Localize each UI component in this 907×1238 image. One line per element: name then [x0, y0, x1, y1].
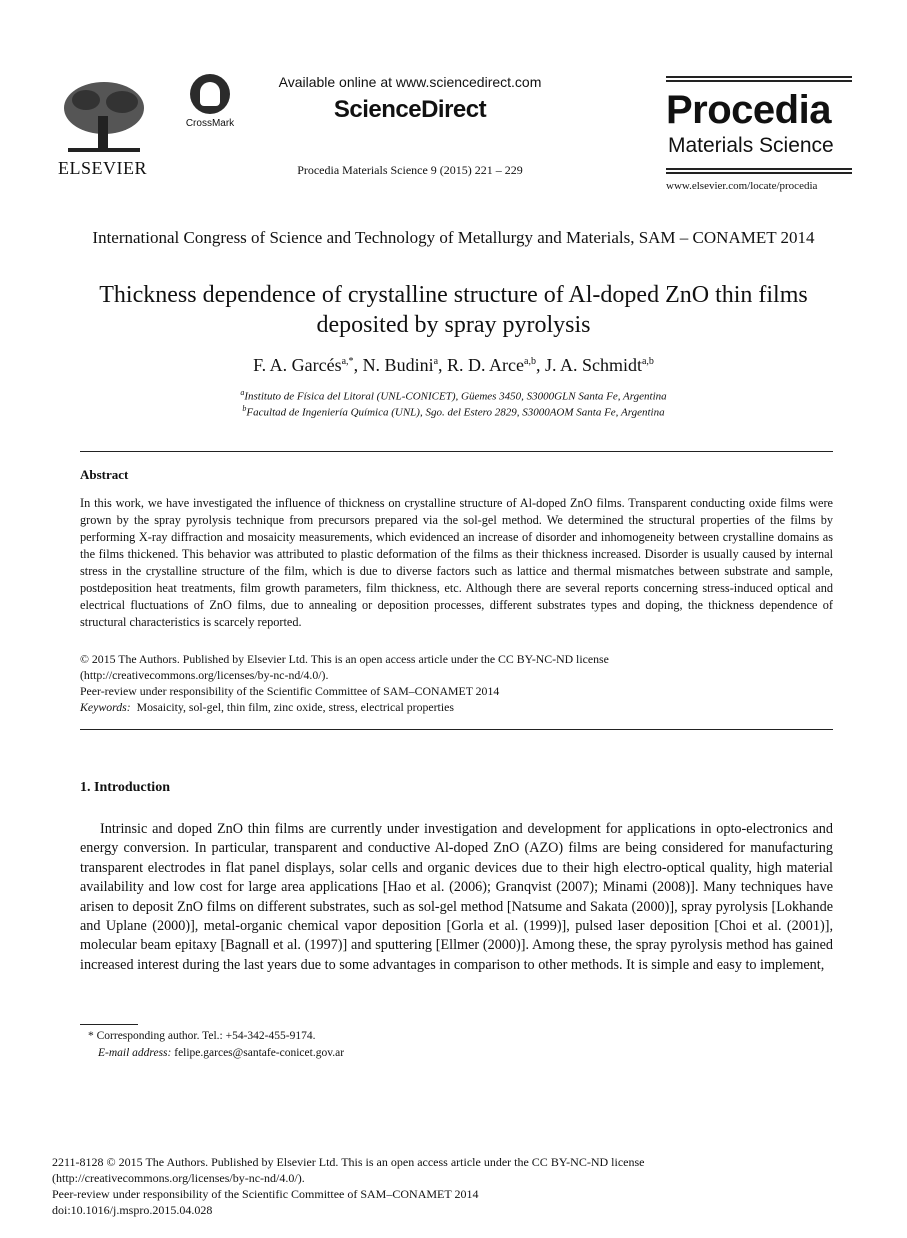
peer-review-line: Peer-review under responsibility of the Scientific Committee of SAM–CONAMET 2014	[80, 684, 500, 698]
email-line	[98, 1045, 798, 1061]
license-link[interactable]: (http://creativecommons.org/licenses/by-nc-nd/4.0/).	[80, 668, 329, 682]
footer-license-link[interactable]: (http://creativecommons.org/licenses/by-nc-nd/4.0/).	[52, 1171, 305, 1185]
affiliation-text: Instituto de Física del Litoral (UNL-CONICET), Güemes 3450, S3000GLN Santa Fe, Argentina	[244, 390, 667, 403]
elsevier-tree-icon	[56, 76, 152, 156]
keywords-label: Keywords:	[80, 700, 131, 714]
paper-title: Thickness dependence of crystalline structure of Al-doped ZnO thin films deposited by spray pyrolysis	[99, 282, 808, 338]
author-name: N. Budini	[362, 355, 434, 375]
author-name: R. D. Arce	[447, 355, 525, 375]
elsevier-logo	[56, 76, 152, 176]
keywords	[80, 699, 833, 715]
introduction-text: Intrinsic and doped ZnO thin films are currently under investigation and development for applications in opto-electronics and energy conversion. In particular, transparent and conductive Al-doped ZnO (AZO) films are being considered for manufacturing transparent electrodes in flat panel displays, solar cells and organic devices due to their high electro-optical quality, high material availability and low cost for large area applications [Hao et al. (2006); Granqvist (2007); Minami (2008)]. Many techniques have arisen to deposit ZnO films on different substrates, such as sol-gel method [Natsume and Sakata (2000)], spray pyrolysis [Lokhande and Uplane (2000)], metal-organic chemical vapor deposition [Gorla et al. (1999)], pulsed laser deposition [Choi et al. (2001)], molecular beam epitaxy [Bagnall et al. (1997)] and sputtering [Ellmer (2000)]. Among these, the spray pyrolysis method has gained increased interest during the last years due to some advantages in comparison to other methods. It is simple and easy to implement,	[80, 821, 833, 973]
divider	[666, 76, 852, 78]
divider	[666, 80, 852, 82]
abstract-heading: Abstract	[80, 467, 129, 482]
divider	[666, 172, 852, 174]
elsevier-wordmark: ELSEVIER	[58, 158, 147, 178]
divider	[80, 729, 833, 730]
footer-peer-review: Peer-review under responsibility of the Scientific Committee of SAM–CONAMET 2014	[52, 1187, 479, 1201]
corresponding-author: * Corresponding author. Tel.: +54-342-455-9174.	[88, 1030, 316, 1042]
affiliation-mark: b	[242, 404, 247, 413]
procedia-url[interactable]: www.elsevier.com/locate/procedia	[666, 180, 818, 192]
footnote-divider	[80, 1024, 138, 1025]
author-list: F. A. Garcés$^{a,*}$, N. Budini$^a$, R. D. Arce$^{a,b}$, J. A. Schmidt$^{a,b}$	[253, 355, 654, 375]
available-online: Available online at www.sciencedirect.com	[278, 74, 542, 90]
author-affiliation-mark: a	[433, 356, 439, 367]
keywords-list: Mosaicity, sol-gel, thin film, zinc oxide, stress, electrical properties	[136, 700, 454, 714]
crossmark-label: CrossMark	[185, 118, 235, 129]
affiliation-b	[60, 404, 847, 419]
divider	[80, 451, 833, 452]
affiliation-a	[60, 388, 847, 403]
affiliation-mark: a	[240, 388, 245, 397]
author-affiliation-mark: a,*	[341, 356, 354, 367]
affiliation-text: Facultad de Ingeniería Química (UNL), Sgo. del Estero 2829, S3000AOM Santa Fe, Argentina	[246, 406, 665, 419]
procedia-logo	[666, 76, 852, 194]
author-affiliation-mark: a,b	[524, 356, 536, 367]
abstract-text: In this work, we have investigated the influence of thickness on crystalline structure of Al-doped ZnO films. Transparent conducting oxide films were grown by the spray pyrolysis technique from precursors prepared via the sol-gel method. We determined the structural properties of the films by performing X-ray diffraction and mosaicity measurements, which evidenced an increase of disorder and inhomogeneity between crystalline domains as the films thickened. This behavior was attributed to plastic deformation of the films as their thickness increased. Disorder is usually caused by internal stress in the crystalline structure of the film, which is due to diverse factors such as lattice and thermal mismatches between substrate and sample, postdeposition heat treatments, film growth parameters, film thickness, etc. Although there are several reports concerning stress-induced optical and electrical fluctuations of ZnO films, due to annealing or deposition processes, different substrates types and doping, the thickness dependence of structural characteristics is scarcely reported.	[80, 496, 833, 629]
congress-name: International Congress of Science and Technology of Metallurgy and Materials, SAM – CONAMET 2014	[92, 228, 815, 247]
email-label: E-mail address:	[98, 1047, 172, 1059]
email-address[interactable]: felipe.garces@santafe-conicet.gov.ar	[174, 1047, 345, 1059]
journal-citation: Procedia Materials Science 9 (2015) 221 – 229	[297, 163, 523, 177]
footer-copyright: 2211-8128 © 2015 The Authors. Published by Elsevier Ltd. This is an open access article under the CC BY-NC-ND license	[52, 1155, 645, 1169]
section-heading-introduction: 1. Introduction	[80, 780, 170, 795]
procedia-subtitle: Materials Science	[668, 134, 834, 157]
divider	[666, 168, 852, 170]
crossmark-icon	[190, 74, 230, 114]
copyright-line: © 2015 The Authors. Published by Elsevier Ltd. This is an open access article under the CC BY-NC-ND license	[80, 652, 609, 666]
sciencedirect-logo: ScienceDirect	[333, 96, 487, 123]
crossmark-logo[interactable]	[180, 74, 240, 134]
procedia-title: Procedia	[666, 88, 831, 132]
author-affiliation-mark: a,b	[641, 356, 654, 367]
author-name: J. A. Schmidt	[544, 355, 642, 375]
author-name: F. A. Garcés	[253, 355, 342, 375]
footer-doi[interactable]: doi:10.1016/j.mspro.2015.04.028	[52, 1203, 213, 1217]
